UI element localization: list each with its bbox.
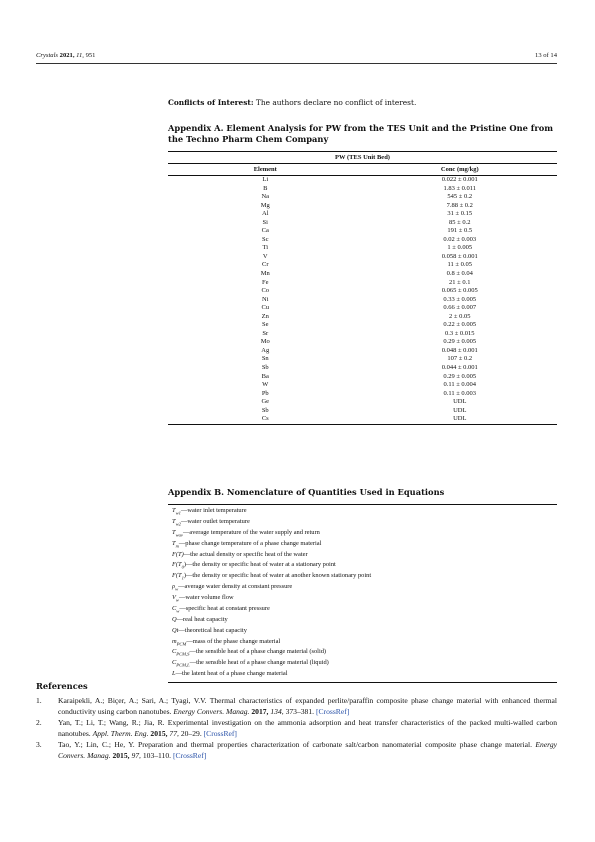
conc-cell: 1 ± 0.005 (447, 244, 473, 252)
nomenclature-item (172, 507, 557, 518)
table-row (168, 347, 557, 356)
table-row (168, 261, 557, 270)
symbol-subscript: w2 (175, 521, 181, 527)
nomenclature-item (172, 594, 557, 605)
table-caption: PW (TES Unit Bed) (335, 154, 390, 161)
header-rule (36, 63, 557, 64)
references-list (36, 696, 557, 763)
conc-cell: 0.048 ± 0.001 (441, 346, 478, 354)
element-cell: Mn (260, 270, 270, 278)
table-row (168, 236, 557, 245)
table-row (168, 227, 557, 236)
nomenclature-item (172, 627, 557, 638)
reference-number: 2. (36, 718, 42, 728)
conc-cell: 0.29 ± 0.005 (443, 372, 477, 380)
description: —the sensible heat of a phase change material (solid) (189, 648, 327, 656)
symbol-subscript: w (175, 597, 179, 603)
table-row (168, 244, 557, 253)
element-cell: Mo (260, 338, 270, 346)
nomenclature-item (172, 659, 557, 670)
description: —average temperature of the water supply and return (182, 528, 320, 536)
reference-pages: 20–29. (180, 728, 202, 738)
table-row (168, 193, 557, 202)
conc-cell: 21 ± 0.1 (449, 278, 471, 286)
col-header-conc: Conc (mg/kg) (440, 166, 479, 173)
element-cell: Cs (261, 415, 269, 423)
nomenclature-item (172, 616, 557, 627)
conc-cell: 0.02 ± 0.003 (443, 235, 477, 243)
conc-cell: 85 ± 0.2 (449, 218, 471, 226)
conc-cell: 11 ± 0.05 (447, 261, 472, 269)
symbol-subscript: wav (175, 532, 183, 538)
reference-item (36, 696, 557, 717)
reference-item (36, 718, 557, 739)
coi-text: The authors declare no conflict of interest. (255, 98, 417, 107)
table-row (168, 253, 557, 262)
element-cell: Na (261, 193, 270, 201)
element-cell: Si (262, 218, 268, 226)
crossref-link[interactable]: [CrossRef] (203, 728, 237, 738)
symbol: Q (172, 615, 177, 623)
table-row (168, 304, 557, 313)
reference-year: 2015, (150, 728, 168, 738)
reference-volume: 134, (270, 706, 284, 716)
nomenclature-item (172, 540, 557, 551)
conc-cell: 545 ± 0.2 (447, 193, 473, 201)
nomenclature-item (172, 670, 557, 681)
description: —water volume flow (178, 594, 234, 601)
element-cell: Ni (262, 295, 269, 303)
conc-cell: 0.3 ± 0.015 (444, 329, 475, 337)
conc-cell: 31 ± 0.15 (447, 210, 473, 218)
element-cell: Ge (261, 398, 270, 406)
reference-number: 3. (36, 740, 42, 750)
conc-cell: 0.11 ± 0.003 (443, 389, 477, 397)
table-row (168, 373, 557, 382)
coi-label: Conflicts of Interest: (168, 98, 254, 107)
nomenclature-item (172, 583, 557, 594)
conc-cell: 0.33 ± 0.005 (443, 295, 477, 303)
conc-cell: 0.044 ± 0.001 (441, 364, 478, 372)
symbol: L (172, 670, 176, 678)
element-cell: Al (262, 210, 269, 218)
symbol: m (172, 637, 177, 645)
symbol-subscript: 0 (181, 564, 184, 570)
nomenclature-item (172, 648, 557, 659)
appendix-b-title: Appendix B. Nomenclature of Quantities Used in Equations (168, 487, 445, 497)
reference-text (58, 696, 557, 717)
symbol-subscript: PCM,S (176, 651, 190, 657)
description: —water outlet temperature (180, 517, 250, 525)
nomenclature-item (172, 561, 557, 572)
conc-cell: UDL (453, 415, 467, 423)
conc-cell: 0.22 ± 0.005 (443, 321, 477, 329)
symbol: V (172, 594, 176, 601)
reference-pages: 373–381. (285, 706, 315, 716)
reference-year: 2015, (112, 750, 130, 760)
symbol: C (172, 659, 177, 667)
element-cell: Ba (261, 372, 269, 380)
symbol: C (172, 648, 177, 656)
reference-number: 1. (36, 696, 42, 705)
symbol: F(T (172, 561, 182, 569)
table-row (168, 296, 557, 305)
symbol-subscript: PCM,L (176, 662, 190, 668)
conc-cell: 2 ± 0.05 (449, 312, 471, 320)
nomenclature-list (168, 504, 557, 683)
description: —the actual density or specific heat of the water (183, 550, 308, 558)
element-cell: Sr (262, 329, 269, 337)
table-row (168, 202, 557, 211)
reference-volume: 97, (131, 750, 141, 760)
element-cell: Sc (262, 235, 269, 243)
table-row (168, 364, 557, 373)
description: —real heat capacity (176, 615, 228, 623)
table-row (168, 270, 557, 279)
description: )—the density or specific heat of water at another known stationary point (183, 572, 372, 580)
conc-cell: 7.88 ± 0.2 (446, 201, 473, 209)
symbol-subscript: m (175, 542, 179, 548)
nomenclature-item (172, 572, 557, 583)
symbol-subscript: PCM (176, 640, 187, 646)
conc-cell: 0.66 ± 0.007 (443, 304, 477, 312)
element-cell: Se (262, 321, 269, 329)
element-cell: Co (261, 287, 270, 295)
conc-cell: 1.83 ± 0.011 (443, 184, 477, 192)
element-cell: Pb (261, 389, 269, 397)
page-number: 13 of 14 (535, 52, 557, 59)
conc-cell: 0.065 ± 0.005 (441, 287, 478, 295)
table-row (168, 381, 557, 390)
description: —the latent heat of a phase change material (175, 670, 288, 678)
reference-pages: 103–110. (142, 750, 172, 760)
symbol-subscript: w (176, 608, 180, 614)
header-citation: Crystals 2021, 11, 951 (36, 52, 96, 59)
element-cell: Cr (262, 261, 269, 269)
nomenclature-item (172, 638, 557, 649)
table-row (168, 321, 557, 330)
element-cell: V (262, 252, 268, 260)
reference-authors: Yan, T.; Li, T.; Wang, R.; Jia, R. Experimental investigation on the ammonia adsorption and heat transfer characteristics of the packed multi-walled carbon nanotubes. (58, 718, 557, 738)
symbol-subscript: w (175, 586, 179, 592)
table-row (168, 338, 557, 347)
symbol: C (172, 604, 177, 612)
table-row (168, 313, 557, 322)
table-row (168, 176, 557, 185)
appendix-a-title: Appendix A. Element Analysis for PW from the TES Unit and the Pristine One from the Techno Pharm Chem Company (168, 123, 554, 144)
symbol: F(T) (172, 550, 184, 558)
reference-authors: Karaipekli, A.; Biçer, A.; Sari, A.; Tyagi, V.V. Thermal characteristics of expanded perlite/paraffin composite phase change material with enhanced thermal conductivity using carbon nanotubes. (58, 696, 557, 716)
description: —water inlet temperature (180, 507, 247, 514)
nomenclature-item (172, 518, 557, 529)
element-cell: W (262, 381, 269, 389)
description: —average water density at constant pressure (178, 583, 293, 591)
symbol-subscript: w1 (175, 510, 181, 516)
symbol-subscript: 1 (181, 575, 184, 581)
element-cell: Fe (262, 278, 269, 286)
crossref-link[interactable]: [CrossRef] (315, 706, 350, 716)
conc-cell: UDL (453, 406, 467, 414)
reference-journal: Energy Convers. Manag. (173, 706, 250, 716)
table-row (168, 330, 557, 339)
element-cell: Mg (260, 201, 270, 209)
table-row (168, 390, 557, 399)
conc-cell: 0.29 ± 0.005 (443, 338, 477, 346)
symbol: F(T (172, 572, 182, 580)
table-row (168, 355, 557, 364)
conc-cell: 0.058 ± 0.001 (441, 252, 478, 260)
symbol: T (172, 517, 176, 525)
conc-cell: 191 ± 0.5 (447, 227, 473, 235)
table-row (168, 398, 557, 407)
table-row (168, 210, 557, 219)
table-row (168, 415, 557, 424)
description: —phase change temperature of a phase change material (178, 539, 322, 547)
description: —theoretical heat capacity (178, 626, 247, 634)
nomenclature-item (172, 605, 557, 616)
element-cell: Sb (261, 406, 269, 414)
table-row (168, 219, 557, 228)
symbol: Qt (172, 626, 179, 634)
reference-volume: 77, (169, 728, 179, 738)
crossref-link[interactable]: [CrossRef] (172, 750, 207, 760)
symbol: ρ (172, 583, 176, 591)
element-cell: Sb (261, 364, 269, 372)
references-title: References (36, 681, 88, 691)
conc-cell: 0.022 ± 0.001 (441, 176, 478, 183)
element-cell: Ti (262, 244, 269, 252)
symbol: T (172, 528, 176, 536)
table-row (168, 185, 557, 194)
reference-journal: Appl. Therm. Eng. (92, 728, 149, 738)
description: —specific heat at constant pressure (179, 604, 270, 612)
reference-item (36, 740, 557, 761)
col-header-element: Element (253, 166, 277, 173)
element-cell: Zn (261, 312, 269, 320)
conc-cell: 0.11 ± 0.004 (443, 381, 477, 389)
description: )—the density or specific heat of water at a stationary point (183, 561, 336, 569)
symbol: T (172, 507, 176, 514)
table-body (168, 176, 557, 425)
element-cell: Cu (261, 304, 270, 312)
conflicts-of-interest (168, 98, 557, 107)
reference-authors: Tao, Y.; Lin, C.; He, Y. Preparation and thermal properties characterization of carbonate salt/carbon nanomaterial composite phase change material. (58, 740, 532, 750)
conc-cell: UDL (453, 398, 467, 406)
description: —mass of the phase change material (186, 637, 281, 645)
reference-text (58, 740, 557, 761)
nomenclature-item (172, 529, 557, 540)
element-cell: Sn (261, 355, 269, 363)
description: —the sensible heat of a phase change material (liquid) (189, 659, 329, 667)
conc-cell: 107 ± 0.2 (447, 355, 473, 363)
nomenclature-item (172, 551, 557, 562)
table-row (168, 279, 557, 288)
element-analysis-table (168, 151, 557, 425)
symbol: T (172, 539, 176, 547)
element-cell: B (263, 184, 268, 192)
reference-year: 2017, (251, 706, 269, 716)
element-cell: Ca (261, 227, 269, 235)
reference-journal: Energy Convers. Manag. (58, 740, 557, 760)
conc-cell: 0.8 ± 0.04 (446, 270, 473, 278)
element-cell: Li (262, 176, 269, 183)
element-cell: Ag (261, 346, 270, 354)
table-row (168, 407, 557, 416)
reference-text (58, 718, 557, 739)
table-row (168, 287, 557, 296)
